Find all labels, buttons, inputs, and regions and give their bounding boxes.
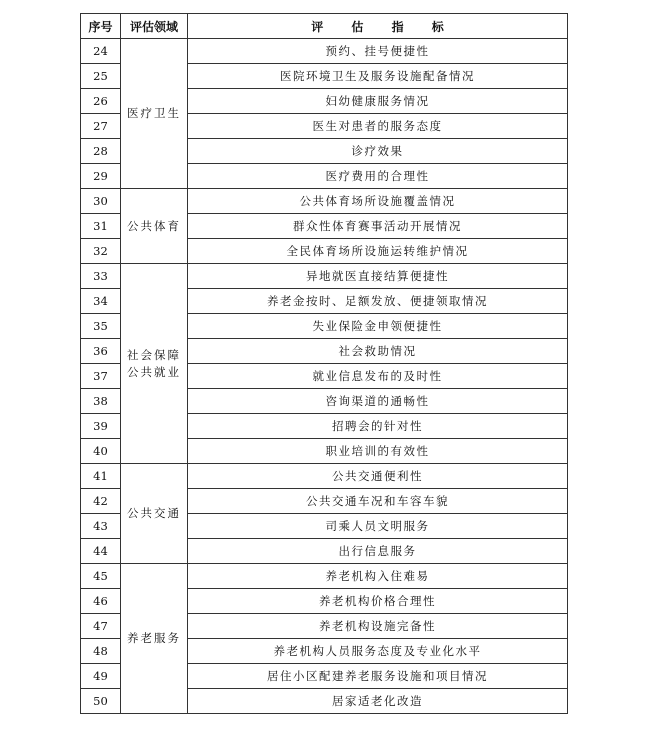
evaluation-indicator-cell: 全民体育场所设施运转维护情况 xyxy=(188,239,568,264)
header-row xyxy=(81,14,568,39)
evaluation-indicator-cell: 就业信息发布的及时性 xyxy=(188,364,568,389)
evaluation-indicator-cell: 群众性体育赛事活动开展情况 xyxy=(188,214,568,239)
serial-number-cell: 28 xyxy=(81,139,121,164)
serial-number-cell: 25 xyxy=(81,64,121,89)
serial-number-cell: 24 xyxy=(81,39,121,64)
serial-number-cell: 31 xyxy=(81,214,121,239)
serial-number-cell: 44 xyxy=(81,539,121,564)
serial-number-cell: 49 xyxy=(81,664,121,689)
evaluation-indicator-cell: 居家适老化改造 xyxy=(188,689,568,714)
serial-number-cell: 32 xyxy=(81,239,121,264)
header-serial-number: 序号 xyxy=(81,14,121,39)
evaluation-indicator-cell: 公共交通车况和车容车貌 xyxy=(188,489,568,514)
evaluation-indicator-cell: 医生对患者的服务态度 xyxy=(188,114,568,139)
serial-number-cell: 39 xyxy=(81,414,121,439)
table-row xyxy=(81,189,568,214)
evaluation-indicator-cell: 招聘会的针对性 xyxy=(188,414,568,439)
serial-number-cell: 45 xyxy=(81,564,121,589)
evaluation-indicator-cell: 公共体育场所设施覆盖情况 xyxy=(188,189,568,214)
serial-number-cell: 47 xyxy=(81,614,121,639)
evaluation-area-cell: 医疗卫生 xyxy=(121,39,188,189)
header-evaluation-area: 评估领域 xyxy=(121,14,188,39)
serial-number-cell: 48 xyxy=(81,639,121,664)
evaluation-indicator-cell: 养老金按时、足额发放、便捷领取情况 xyxy=(188,289,568,314)
serial-number-cell: 37 xyxy=(81,364,121,389)
evaluation-indicator-cell: 医院环境卫生及服务设施配备情况 xyxy=(188,64,568,89)
evaluation-indicator-cell: 诊疗效果 xyxy=(188,139,568,164)
evaluation-indicator-cell: 养老机构入住难易 xyxy=(188,564,568,589)
table-row xyxy=(81,464,568,489)
evaluation-table-container xyxy=(80,13,567,714)
table-row xyxy=(81,264,568,289)
evaluation-indicator-cell: 养老机构人员服务态度及专业化水平 xyxy=(188,639,568,664)
evaluation-indicator-cell: 医疗费用的合理性 xyxy=(188,164,568,189)
serial-number-cell: 41 xyxy=(81,464,121,489)
serial-number-cell: 34 xyxy=(81,289,121,314)
evaluation-indicator-cell: 职业培训的有效性 xyxy=(188,439,568,464)
serial-number-cell: 40 xyxy=(81,439,121,464)
serial-number-cell: 38 xyxy=(81,389,121,414)
evaluation-indicator-cell: 养老机构价格合理性 xyxy=(188,589,568,614)
evaluation-indicator-cell: 公共交通便利性 xyxy=(188,464,568,489)
serial-number-cell: 46 xyxy=(81,589,121,614)
evaluation-indicator-cell: 养老机构设施完备性 xyxy=(188,614,568,639)
evaluation-indicator-cell: 社会救助情况 xyxy=(188,339,568,364)
serial-number-cell: 36 xyxy=(81,339,121,364)
serial-number-cell: 43 xyxy=(81,514,121,539)
evaluation-area-cell: 公共体育 xyxy=(121,189,188,264)
evaluation-indicator-cell: 失业保险金申领便捷性 xyxy=(188,314,568,339)
table-row xyxy=(81,564,568,589)
table-header xyxy=(81,14,568,39)
serial-number-cell: 29 xyxy=(81,164,121,189)
evaluation-indicator-cell: 异地就医直接结算便捷性 xyxy=(188,264,568,289)
evaluation-area-cell: 公共交通 xyxy=(121,464,188,564)
table-row xyxy=(81,39,568,64)
serial-number-cell: 42 xyxy=(81,489,121,514)
evaluation-indicator-cell: 出行信息服务 xyxy=(188,539,568,564)
evaluation-indicator-cell: 妇幼健康服务情况 xyxy=(188,89,568,114)
evaluation-table xyxy=(80,13,568,714)
evaluation-indicator-cell: 司乘人员文明服务 xyxy=(188,514,568,539)
serial-number-cell: 35 xyxy=(81,314,121,339)
evaluation-area-cell: 社会保障 公共就业 xyxy=(121,264,188,464)
evaluation-indicator-cell: 居住小区配建养老服务设施和项目情况 xyxy=(188,664,568,689)
evaluation-indicator-cell: 咨询渠道的通畅性 xyxy=(188,389,568,414)
serial-number-cell: 26 xyxy=(81,89,121,114)
serial-number-cell: 33 xyxy=(81,264,121,289)
evaluation-indicator-cell: 预约、挂号便捷性 xyxy=(188,39,568,64)
table-body xyxy=(81,39,568,714)
serial-number-cell: 30 xyxy=(81,189,121,214)
header-evaluation-indicator: 评 估 指 标 xyxy=(188,14,568,39)
evaluation-area-cell: 养老服务 xyxy=(121,564,188,714)
serial-number-cell: 50 xyxy=(81,689,121,714)
serial-number-cell: 27 xyxy=(81,114,121,139)
